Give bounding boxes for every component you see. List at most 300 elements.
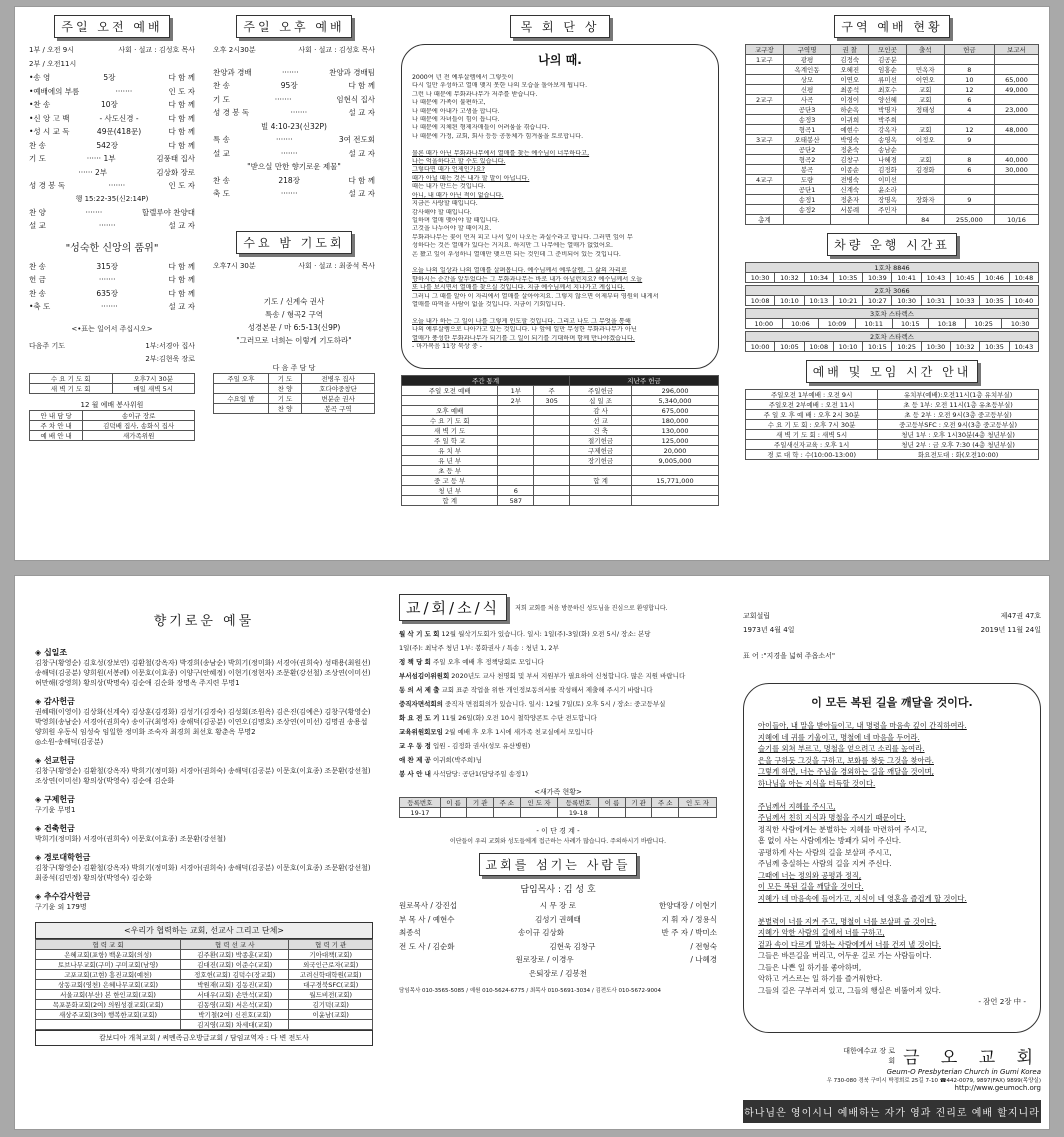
order-row-cell: ······· bbox=[108, 181, 126, 190]
offering-names: 김창구(황영순) 김호성(장보연) 김환철(강옥자) 박경희(송남순) 박희기(정미화) 서경아(권희숙) 성태용(최원선) 송해덕(김공분) 양희원(서봉례) 이문호(이효종) 이양구(안혜정) 이현기(정현자) 조문환(강선철) 조상연(이미선) 허만해(강영희) 황의상(박명숙) 김순애 김순화 장명옥 주지련 무명1 bbox=[35, 659, 371, 687]
staff-row-cell: / 나혜경 bbox=[690, 955, 717, 964]
newcomer-col: 인 도 자 bbox=[679, 798, 717, 808]
order-row bbox=[29, 166, 195, 180]
est-label: 교회설립 bbox=[743, 612, 771, 620]
staff-row bbox=[399, 913, 717, 927]
offering-section: ◈ 추수감사헌금 bbox=[35, 892, 91, 901]
est-date: 1973년 4월 4일 bbox=[743, 625, 795, 634]
group-row-cell: 공단2 bbox=[783, 145, 831, 155]
group-row-cell: 신평 bbox=[783, 85, 831, 95]
partner-church: 새상주교회(3여) 행복한교회(교회) bbox=[36, 1010, 181, 1020]
meeting-row-cell: 주일오전 1부예배 : 오전 9시 bbox=[746, 390, 878, 400]
program-4: "그러므로 너희는 이렇게 기도하라" bbox=[236, 336, 352, 345]
staff-row-cell: 지 휘 자 / 정용식 bbox=[661, 914, 717, 924]
vehicle-table bbox=[745, 262, 1039, 352]
news-label: 봉 사 안 내 bbox=[399, 770, 431, 778]
weekly-cell bbox=[632, 496, 719, 506]
order-row-cell: 찬양과 경배팀 bbox=[329, 67, 375, 77]
group-row-cell: 사곡 bbox=[783, 95, 831, 105]
order-row-cell: 다 함 께 bbox=[168, 127, 195, 136]
sermon-line: 오늘 나의 일상과 나의 열매를 살펴봅니다. 예수님께서 예루살렘, 그 삶의 자리로 bbox=[412, 267, 627, 275]
group-row-cell: 49,000 bbox=[995, 85, 1039, 95]
group-row-cell bbox=[746, 205, 784, 215]
wednesday-info bbox=[213, 260, 375, 274]
verse-line: 그들은 바른길을 버리고, 어두운 길로 가는 사람들이다. bbox=[758, 951, 932, 960]
sermon-line: 고것을 나누어야 할 때이지요. bbox=[412, 225, 492, 233]
route-time: 10:06 bbox=[782, 319, 819, 329]
weekly-cell: 305 bbox=[534, 396, 570, 406]
weekly-row bbox=[402, 436, 719, 446]
group-row-cell bbox=[746, 105, 784, 115]
weekly-cell bbox=[534, 466, 570, 476]
order-row-cell: 찬 송 bbox=[213, 81, 230, 90]
news-item bbox=[399, 725, 717, 739]
news-item bbox=[399, 753, 717, 767]
verse-lines bbox=[758, 720, 1026, 1008]
prayer-next bbox=[29, 340, 195, 354]
offering-section: ◈ 십일조 bbox=[35, 648, 68, 657]
group-row-cell: 교회 bbox=[906, 125, 944, 135]
sermon-line: - 마가복음 11장 묵상 중 - bbox=[412, 343, 482, 350]
verse-line: 분별력이 너를 지켜 주고, 명철이 너를 보살펴 줄 것이다. bbox=[758, 916, 937, 926]
partner-church: 서울교회(부산) 본 한인교회(교회) bbox=[36, 990, 181, 1000]
group-row-cell bbox=[746, 185, 784, 195]
group-total-cell: 총계 bbox=[746, 215, 784, 225]
weekly-cell: 15,771,000 bbox=[632, 476, 719, 486]
order-row bbox=[29, 179, 195, 193]
schedule-row-cell: 새 벽 기 도 회 bbox=[30, 383, 113, 393]
partner-row bbox=[36, 1000, 373, 1010]
weekly-cell bbox=[534, 406, 570, 416]
weekly-row bbox=[402, 446, 719, 456]
group-row-cell: 봉곡 bbox=[783, 165, 831, 175]
group-row-cell bbox=[995, 135, 1039, 145]
weekly-row bbox=[402, 386, 719, 396]
order-row-cell: ······· bbox=[290, 108, 308, 117]
theme: 표 어 :"지경을 넓혀 주옵소서" bbox=[743, 652, 836, 660]
news-label: 중직자면석회의 bbox=[399, 700, 443, 708]
afternoon-time-text: 오후 2시30분 bbox=[213, 46, 256, 54]
order-row-cell: •송 영 bbox=[29, 73, 51, 82]
group-row-cell bbox=[746, 65, 784, 75]
group-row-cell bbox=[995, 175, 1039, 185]
meeting-row-cell: 청년 2부 : 금 오후 7:30 (4층 청년부실) bbox=[878, 440, 1039, 450]
sermon-line: 나 때문에 지체된 형제자매들이 어려움을 겪습니다. bbox=[412, 124, 550, 132]
partner-row bbox=[36, 950, 373, 960]
offering-header: 지난주 헌금 bbox=[570, 376, 719, 386]
group-row-cell bbox=[746, 125, 784, 135]
sermon-line: 또 나를 보시면서 열매를 찾으실 것입니다. 지금 예수님께서 지나가고 계십니다. bbox=[412, 284, 625, 292]
news-intro: 저희 교회를 처음 방문하신 성도님을 진심으로 환영합니다. bbox=[515, 605, 668, 612]
order-row-cell: "받으실 만한 향기로운 제물" bbox=[247, 162, 341, 171]
weekly-cell: 주일 오전 예배 bbox=[402, 386, 498, 396]
meeting-row bbox=[746, 410, 1039, 420]
news-column bbox=[393, 576, 723, 1129]
group-row-cell: 10 bbox=[944, 75, 994, 85]
group-row-cell: 40,000 bbox=[995, 155, 1039, 165]
newcomer-row-cell bbox=[599, 808, 626, 818]
group-row-cell: 최호수 bbox=[869, 85, 907, 95]
group-row-cell: 김정화 bbox=[869, 165, 907, 175]
church-name: 금 오 교 회 bbox=[903, 1048, 1041, 1068]
sermon-line: 2000여 년 전 예루살렘에서 그렇듯이 bbox=[412, 74, 514, 81]
weekly-cell bbox=[498, 456, 534, 466]
weekly-row bbox=[402, 486, 719, 496]
route-time: 10:30 bbox=[746, 273, 775, 283]
order-row-cell: 315장 bbox=[96, 261, 118, 271]
weekly-cell bbox=[570, 466, 632, 476]
verse-line: 흠 없이 사는 사람에게는 방패가 되어 주신다. bbox=[758, 836, 902, 845]
partner-org: 고려신학대학원(교회) bbox=[289, 970, 373, 980]
meeting-row bbox=[746, 420, 1039, 430]
order-row-cell: 다 함 께 bbox=[168, 100, 195, 109]
order-row-cell: 임현식 집사 bbox=[336, 94, 375, 104]
order-row-cell: 설 교 bbox=[213, 148, 230, 158]
group-column bbox=[739, 7, 1045, 560]
partner-row bbox=[36, 980, 373, 990]
order-row-cell: 찬 송 bbox=[29, 261, 46, 271]
order-row-cell: 성 경 봉 독 bbox=[29, 181, 66, 190]
order-row-cell: 기 도 bbox=[213, 94, 230, 104]
newcomer-row-cell bbox=[467, 808, 494, 818]
news-label: 교 우 동 정 bbox=[399, 742, 431, 750]
news-text: 2020년도 교사 천명회 및 부서 지원부가 필요하여 신청합니다. 많은 지원 바랍니다 bbox=[449, 672, 686, 680]
weekly-cell bbox=[534, 436, 570, 446]
partner-church bbox=[36, 1020, 181, 1030]
route-times bbox=[746, 319, 1039, 329]
meeting-title: 예배 및 모임 시간 안내 bbox=[806, 360, 979, 383]
group-row-cell: 송정3 bbox=[783, 115, 831, 125]
order-row-cell: ······· bbox=[276, 135, 293, 144]
news-text: 중직자 면접회의가 있습니다. 일시: 12월 7일(토) 오후 5시 / 장소: 중고등부실 bbox=[442, 700, 666, 708]
weekly-cell: 주일헌금 bbox=[570, 386, 632, 396]
schedule-row bbox=[30, 383, 195, 393]
news-text: 2월 예배 후 오후 1시에 새가족 친교실에서 모입니다 bbox=[442, 728, 594, 736]
group-total-cell bbox=[831, 215, 869, 225]
partner-church: 목포문화교회(2여) 의원성결교회(교회) bbox=[36, 1000, 181, 1010]
verse-line: 정직한 사람에게는 분별하는 지혜를 마련하여 주시고, bbox=[758, 824, 927, 834]
meeting-row-cell: 수 요 기 도 회 : 오후 7시 30분 bbox=[746, 420, 878, 430]
route-time: 10:10 bbox=[775, 296, 804, 306]
sermon-line: 그렇다면 때가 언제인가요? bbox=[412, 166, 485, 174]
church-english: Geum-O Presbyterian Church in Gumi Korea bbox=[886, 1068, 1041, 1076]
sermon-heading: 나의 때. bbox=[538, 53, 582, 67]
weekly-row bbox=[402, 476, 719, 486]
group-row-cell: 도량 bbox=[783, 175, 831, 185]
group-col: 보고서 bbox=[995, 45, 1039, 55]
news-header bbox=[399, 594, 717, 621]
offering-names: 권혜태(이영이) 김상화(신계숙) 김상훈(김경화) 김성기(김경숙) 김성회(조원옥) 김은진(김예은) 김창구(황영순) 박영희(송남순) 서경아(권희숙) 송이규(최영자) 송해덕(김공분) 이연오(김명호) 조상연(이미선) 김명권 송용섭 양희원 우동식 임성숙 임일한 정미화 조숙자 최경희 최선호 황춘옥 무명2 bbox=[35, 708, 371, 736]
partner-org: 이윤남(교회) bbox=[289, 1010, 373, 1020]
weekly-cell: 건 축 bbox=[570, 426, 632, 436]
weekly-cell: 합 계 bbox=[402, 496, 498, 506]
news-item bbox=[399, 627, 717, 641]
group-row-cell bbox=[906, 55, 944, 65]
weekly-cell: 675,000 bbox=[632, 406, 719, 416]
morning-leader: 사회 · 설교 : 김성호 목사 bbox=[118, 46, 195, 54]
order-row-cell: 설 교 bbox=[29, 221, 46, 230]
order-row-cell: 다 함 께 bbox=[168, 140, 195, 150]
group-row bbox=[746, 185, 1039, 195]
time-2: 2부 / 오전11시 bbox=[29, 59, 77, 68]
group-row-cell bbox=[995, 195, 1039, 205]
sermon-line: 아니, 내 때가 아닌 적이 없습니다. bbox=[412, 191, 504, 199]
sermon-line: 향하시는 순간을 앞두었다는 그 무화과나무는 바로 내가 아닐런지요? 예수님께서 오늘 bbox=[412, 275, 643, 283]
news-label: 부서섬김이위원회 bbox=[399, 672, 450, 680]
group-row-cell: 8 bbox=[944, 65, 994, 75]
order-row bbox=[29, 287, 195, 301]
group-row bbox=[746, 85, 1039, 95]
route-time: 10:25 bbox=[892, 342, 921, 352]
partner-col: 협 력 기 관 bbox=[289, 940, 373, 950]
order-row-cell: 축 도 bbox=[213, 189, 230, 198]
route-name: 2호차 스타렉스 bbox=[746, 332, 1039, 342]
offering-names: 김창구(황영순) 김환철(강옥자) 박희기(정미화) 서경아(권희숙) 송해덕(김공분) 이문호(이효종) 조문환(강선철) 최종석(김민정) 황의상(박영숙) 김순화 bbox=[35, 864, 371, 882]
route-time: 10:32 bbox=[951, 342, 980, 352]
weekly-cell: 중 고 등 부 bbox=[402, 476, 498, 486]
weekly-cell: 유 치 부 bbox=[402, 446, 498, 456]
order-row-cell: ······· bbox=[101, 302, 118, 311]
news-label: 동 의 서 제 출 bbox=[399, 686, 440, 694]
group-row-cell bbox=[906, 205, 944, 215]
staff-row-cell: 김현욱 김창구 bbox=[549, 941, 596, 951]
newcomer-row-cell bbox=[440, 808, 467, 818]
group-row-cell: 하순옥 bbox=[831, 105, 869, 115]
group-row-cell: 12 bbox=[944, 125, 994, 135]
vehicle-route bbox=[745, 285, 1039, 306]
news-item bbox=[399, 669, 717, 683]
verse-line bbox=[758, 789, 1026, 801]
group-row-cell bbox=[995, 115, 1039, 125]
partner-missionary: 김주환(교회) 박종훈(교회) bbox=[181, 950, 289, 960]
group-row-cell bbox=[995, 95, 1039, 105]
weekly-row bbox=[402, 426, 719, 436]
bulletin-outer-page bbox=[14, 575, 1050, 1130]
order-row bbox=[29, 112, 195, 126]
serve-table bbox=[29, 410, 195, 441]
staff-row bbox=[399, 953, 717, 967]
next-row bbox=[214, 394, 375, 404]
order-row-cell: 찬 양 bbox=[29, 207, 46, 217]
order-row-cell: ······· bbox=[98, 275, 116, 284]
route-time: 10:05 bbox=[775, 342, 804, 352]
order-row-cell: ······· bbox=[280, 148, 298, 158]
weekly-cell bbox=[534, 456, 570, 466]
order-row-cell: ······ 2부 bbox=[78, 167, 108, 177]
route-time: 10:43 bbox=[921, 273, 950, 283]
vehicle-route bbox=[745, 331, 1039, 352]
order-row-cell: 3여 전도회 bbox=[338, 135, 375, 144]
sermon-line: 때는 내가 만드는 것입니다. bbox=[412, 183, 486, 191]
group-row bbox=[746, 55, 1039, 65]
news-text: 11월 26일(화) 오전 10시 철학양콘트 수단 전도합니다 bbox=[439, 714, 597, 722]
order-row-cell: 빌 4:10-23(신32P) bbox=[261, 121, 327, 131]
serve-row-cell: 안 내 담 당 bbox=[30, 410, 83, 420]
weekly-cell: 주 일 학 교 bbox=[402, 436, 498, 446]
group-row-cell: 정춘자 bbox=[831, 195, 869, 205]
morning-scripture: 행 15:22-35(신2:14P) bbox=[75, 194, 149, 203]
partners-title: <우리가 협력하는 교회, 선교사 그리고 단체> bbox=[35, 922, 373, 939]
news-label: 월 삭 기 도 회 bbox=[399, 630, 440, 638]
weekly-cell: 9,005,000 bbox=[632, 456, 719, 466]
group-row-cell bbox=[906, 115, 944, 125]
bulletin-inner-page bbox=[14, 6, 1050, 561]
group-row-cell: 교회 bbox=[906, 155, 944, 165]
order-row-cell: 기 도 bbox=[29, 154, 46, 163]
group-row-cell bbox=[746, 115, 784, 125]
weekly-cell: 주 bbox=[534, 386, 570, 396]
church-url[interactable]: http://www.geumoch.org bbox=[954, 1084, 1041, 1092]
weekly-cell: 130,000 bbox=[632, 426, 719, 436]
sermon-line: 지금은 사랑할 때입니다. bbox=[412, 200, 478, 208]
group-row-cell: 이미선 bbox=[869, 175, 907, 185]
serve-row-cell: 예 배 안 내 bbox=[30, 430, 83, 440]
order-row-cell: 설 교 자 bbox=[348, 108, 375, 117]
vehicle-route bbox=[745, 308, 1039, 329]
schedule-row bbox=[30, 373, 195, 383]
meeting-row bbox=[746, 430, 1039, 440]
news-text: 이귀희(박주희)님 bbox=[430, 756, 482, 764]
verse-line: 악하고 거스르는 일 하기를 즐거워한다. bbox=[758, 974, 883, 983]
sermon-line: 나는 억울하다고 할 수도 있습니다. bbox=[412, 158, 506, 166]
weekly-cell bbox=[632, 466, 719, 476]
route-time: 10:10 bbox=[833, 342, 862, 352]
pastor-column bbox=[395, 7, 725, 560]
route-time: 10:30 bbox=[921, 342, 950, 352]
weekly-cell bbox=[498, 446, 534, 456]
group-row-cell: 23,000 bbox=[995, 105, 1039, 115]
group-title: 구역 예배 현황 bbox=[834, 15, 949, 38]
newcomer-table bbox=[399, 797, 717, 818]
offering-section: ◈ 경로대학헌금 bbox=[35, 853, 91, 862]
group-row-cell: 정춘숙 bbox=[831, 145, 869, 155]
verse-line: 지혜가 네 마음속에 들어가고, 지식이 네 영혼을 즐겁게 할 것이다. bbox=[758, 893, 967, 903]
order-row bbox=[213, 133, 375, 147]
newcomer-row-cell bbox=[652, 808, 679, 818]
meeting-row-cell: 주일새신자교육 : 오후 1시 bbox=[746, 440, 878, 450]
standing-note: <•표는 일어서 주십시오> bbox=[71, 324, 153, 333]
next-row-cell: 전병우 집사 bbox=[302, 374, 375, 384]
route-time: 10:35 bbox=[980, 296, 1009, 306]
route-time: 10:35 bbox=[833, 273, 862, 283]
route-time: 10:25 bbox=[965, 319, 1002, 329]
news-label: 교육위원회모임 bbox=[399, 728, 443, 736]
group-row bbox=[746, 155, 1039, 165]
group-row bbox=[746, 95, 1039, 105]
meeting-row-cell: 새 벽 기 도 회 : 새벽 5시 bbox=[746, 430, 878, 440]
group-total bbox=[746, 215, 1039, 225]
order-row bbox=[29, 219, 195, 233]
group-row-cell bbox=[746, 195, 784, 205]
order-row bbox=[29, 85, 195, 99]
partners-table bbox=[35, 939, 373, 1030]
group-row-cell: 광평 bbox=[783, 55, 831, 65]
news-item bbox=[399, 641, 717, 655]
partner-missionary: 서대우(교회) 손만석(교회) bbox=[181, 990, 289, 1000]
route-time: 10:35 bbox=[980, 342, 1009, 352]
sermon-line: 나 때문에 자녀들이 힘이 듭니다. bbox=[412, 116, 500, 124]
group-row bbox=[746, 195, 1039, 205]
wednesday-time: 오후7시 30분 bbox=[213, 261, 256, 270]
group-total-cell bbox=[783, 215, 831, 225]
news-text: 사석담당: 공단1(담당주일 송정1) bbox=[430, 770, 528, 778]
weekly-cell bbox=[534, 496, 570, 506]
order-row-cell: 다 함 께 bbox=[168, 261, 195, 271]
verse-line: 주님께서 친히 지식과 명철을 주시기 때문이다. bbox=[758, 813, 906, 822]
prayer-label: 다음주 기도 bbox=[29, 341, 66, 350]
group-row-cell bbox=[944, 115, 994, 125]
weekly-cell bbox=[632, 486, 719, 496]
group-row-cell: 전병숙 bbox=[831, 175, 869, 185]
newcomer-row-cell bbox=[679, 808, 717, 818]
group-row-cell: 류미선 bbox=[869, 75, 907, 85]
route-name: 1호차 8846 bbox=[746, 263, 1039, 273]
route-head bbox=[746, 309, 1039, 319]
group-row bbox=[746, 205, 1039, 215]
partner-row bbox=[36, 990, 373, 1000]
group-row-cell: 공단1 bbox=[783, 185, 831, 195]
staff-list bbox=[399, 899, 717, 980]
group-row-cell: 나혜경 bbox=[869, 155, 907, 165]
order-row bbox=[29, 98, 195, 112]
weekly-cell: 1부 bbox=[498, 386, 534, 396]
morning-order-3 bbox=[29, 260, 195, 314]
order-row bbox=[29, 260, 195, 274]
group-row-cell: 장화자 bbox=[906, 195, 944, 205]
offering-section: ◈ 감사헌금 bbox=[35, 697, 75, 706]
morning-order-2 bbox=[29, 206, 195, 233]
verse-line: 은을 구하듯 그것을 구하고, 보화를 찾듯 그것을 찾아라. bbox=[758, 755, 934, 765]
serve-title: 12 월 예배 봉사위원 bbox=[80, 400, 144, 409]
route-time: 10:46 bbox=[980, 273, 1009, 283]
weekly-cell: 절기헌금 bbox=[570, 436, 632, 446]
issue-date: 2019년 11월 24일 bbox=[980, 625, 1041, 634]
group-row-cell: 오혜진 bbox=[831, 65, 869, 75]
partner-missionary: 김대진(교회) 이준수(교회) bbox=[181, 960, 289, 970]
partner-missionary: 박원재(교회) 김동진(교회) bbox=[181, 980, 289, 990]
next-row bbox=[214, 384, 375, 394]
meeting-row bbox=[746, 450, 1039, 460]
meeting-table bbox=[745, 389, 1039, 460]
meeting-row-cell: 중고등부SFC : 오전 9시(3층 중고등부실) bbox=[878, 420, 1039, 430]
staff-row bbox=[399, 899, 717, 913]
verse-line: 그렇게 하면, 너는 주님을 경외하는 길을 깨달을 것이며, bbox=[758, 767, 934, 776]
verse-line: 주님께서 지혜를 주시고, bbox=[758, 801, 836, 811]
order-row-cell: ······· bbox=[282, 67, 299, 77]
group-row-cell: 윤소라 bbox=[869, 185, 907, 195]
group-row-cell: 형곡2 bbox=[783, 155, 831, 165]
weekly-stats-table bbox=[401, 375, 719, 506]
verse-line: 지혜가 악한 사람의 길에서 너를 구하고, bbox=[758, 928, 885, 937]
order-row bbox=[213, 120, 375, 134]
group-row-cell: 정태성 bbox=[906, 105, 944, 115]
staff-row-cell: / 전형숙 bbox=[690, 941, 717, 951]
meeting-row-cell: 초 등 2부 : 오전 9시(3층 중고등부실) bbox=[878, 410, 1039, 420]
route-time: 10:30 bbox=[892, 296, 921, 306]
weekly-cell: 장기헌금 bbox=[570, 456, 632, 466]
group-total-cell: 10/16 bbox=[995, 215, 1039, 225]
group-table bbox=[745, 44, 1039, 225]
afternoon-title: 주일 오후 예배 bbox=[236, 15, 351, 38]
newcomer-col: 등록번호 bbox=[400, 798, 441, 808]
verse-line: 주님께 충실하는 사람의 길을 지켜 주신다. bbox=[758, 859, 892, 868]
denomination: 대한예수교 장 로 회 bbox=[843, 1046, 896, 1065]
order-row-cell: 특 송 bbox=[213, 135, 230, 144]
news-label: 화 요 전 도 기 bbox=[399, 714, 440, 722]
sermon-line: 감사해야 할 때입니다. bbox=[412, 208, 472, 216]
route-time: 10:31 bbox=[921, 296, 950, 306]
news-item bbox=[399, 767, 717, 781]
